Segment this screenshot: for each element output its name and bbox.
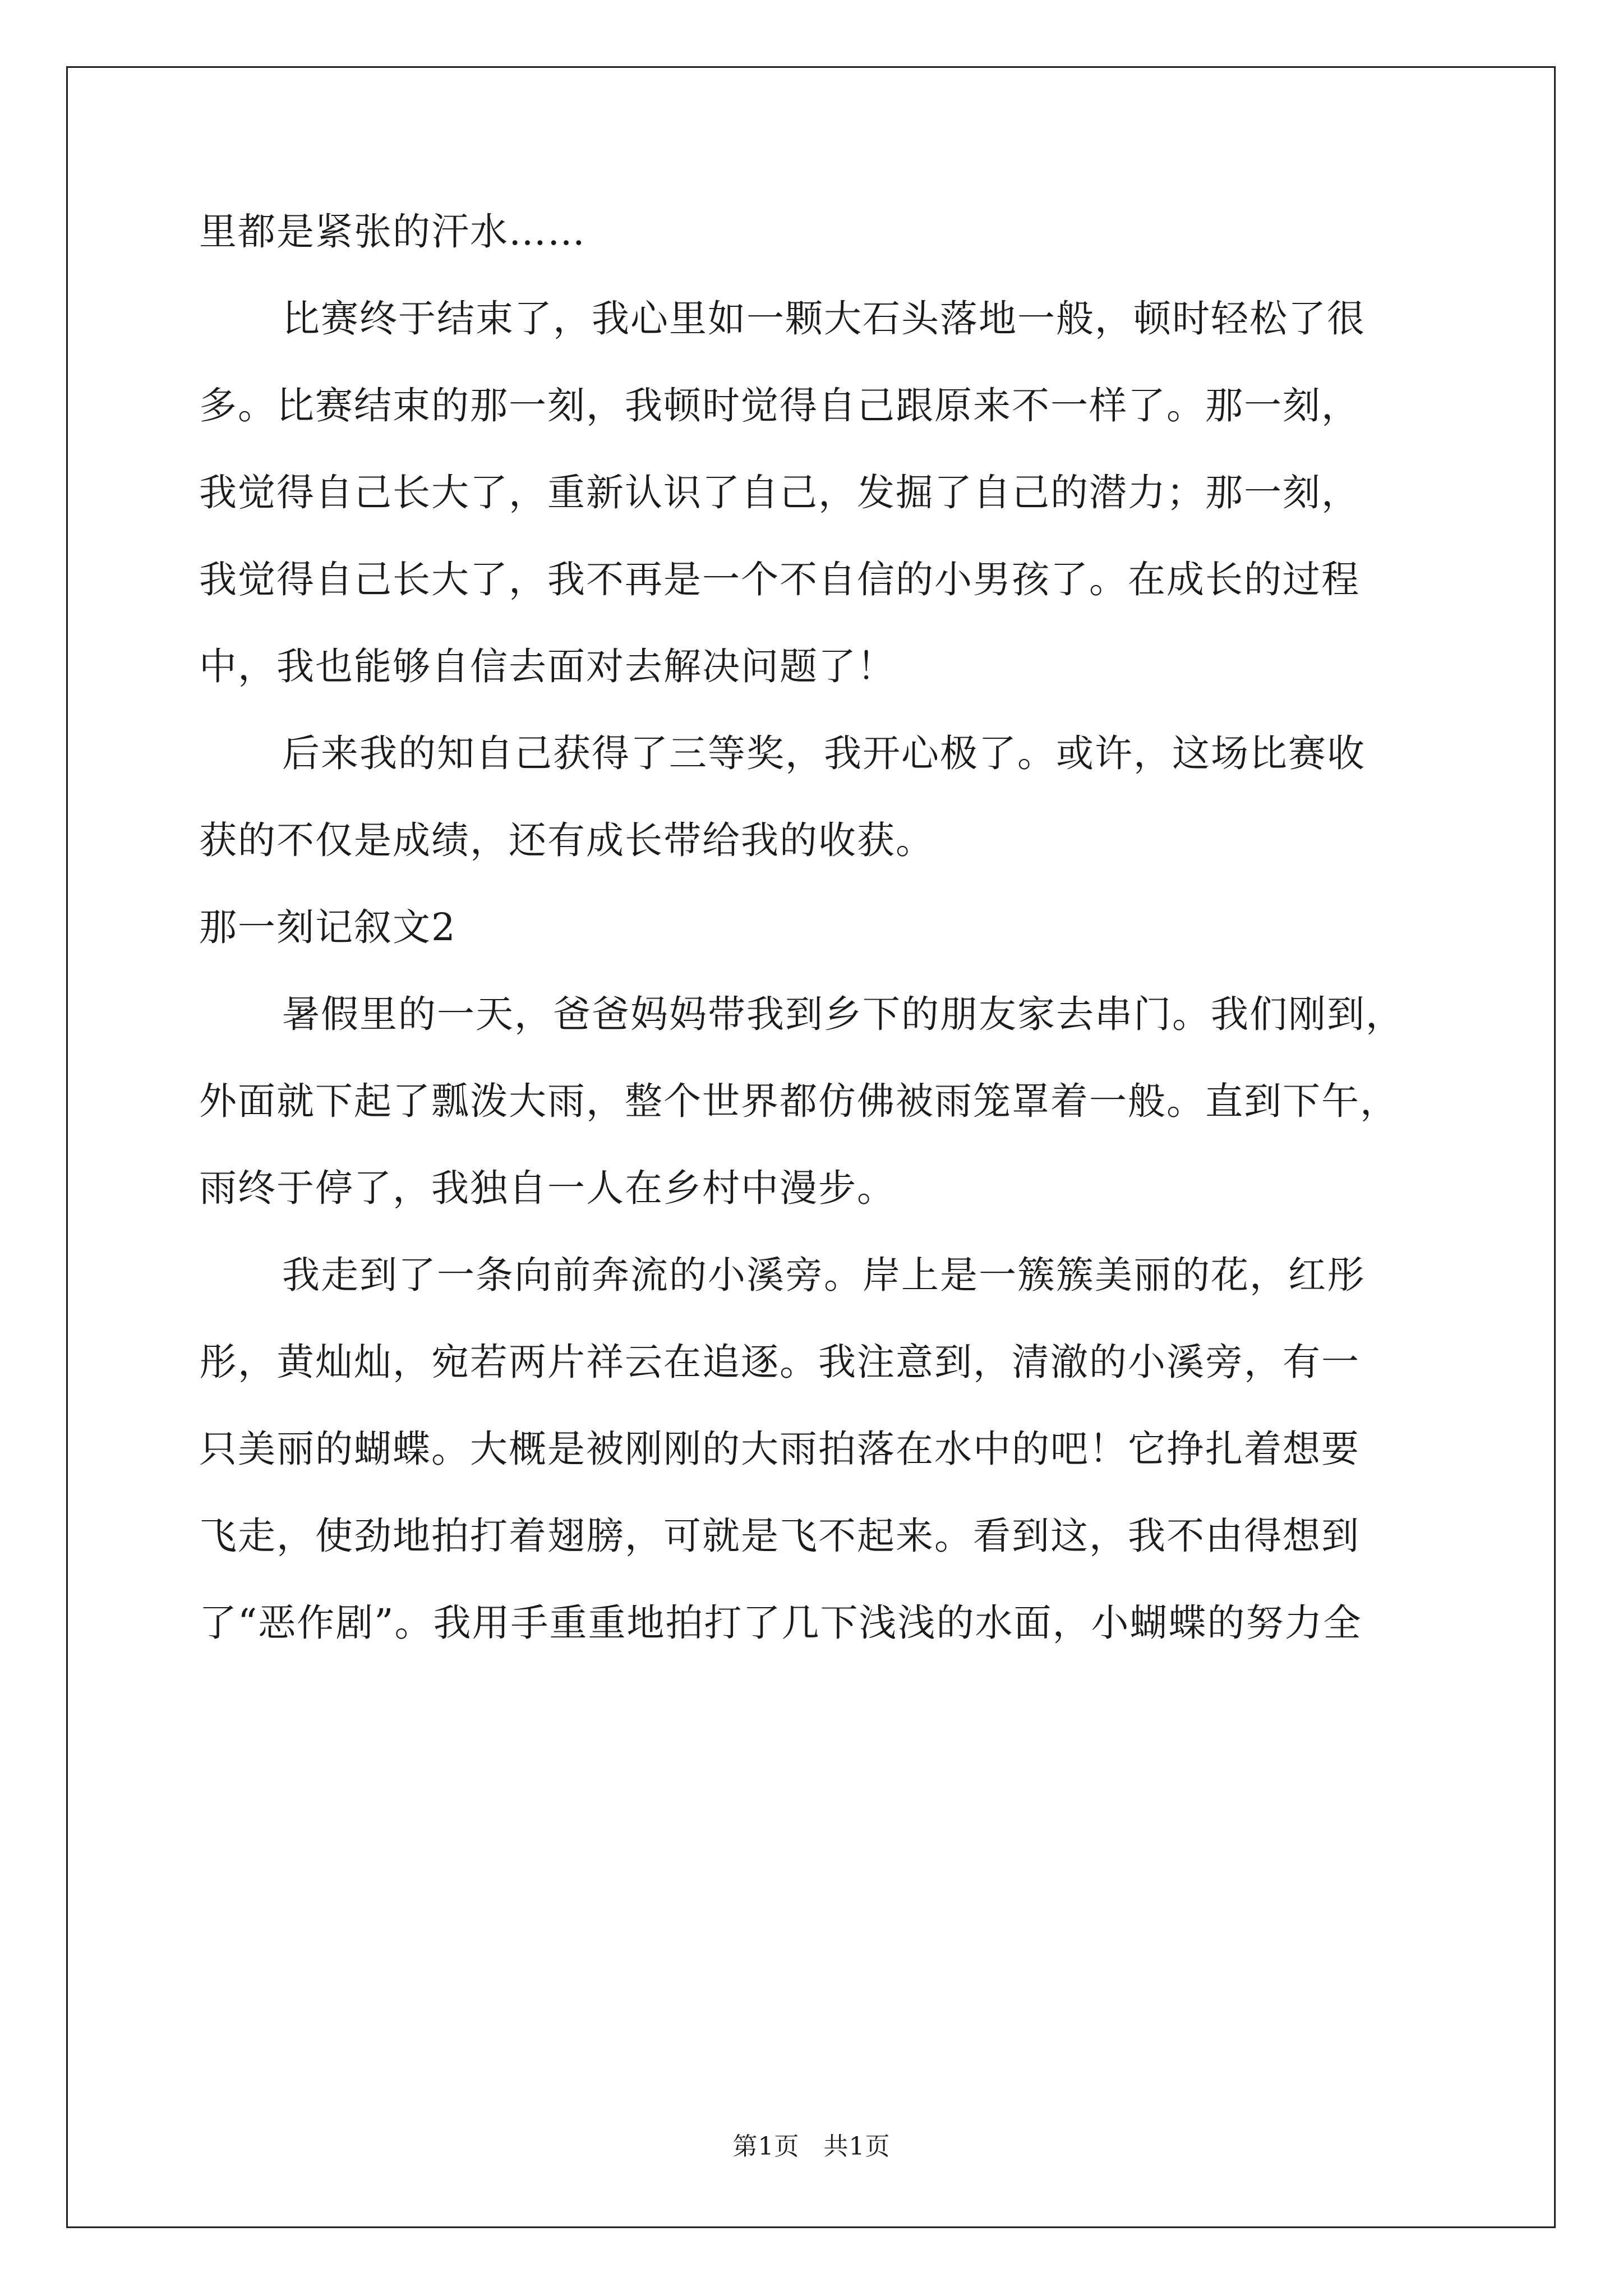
paragraph-start-line: 比赛终于结束了，我心里如一颗大石头落地一般，顿时轻松了很 <box>282 297 1366 341</box>
paragraph-start-line: 暑假里的一天，爸爸妈妈带我到乡下的朋友家去串门。我们刚到， <box>282 992 1404 1036</box>
text-line: 彤，黄灿灿，宛若两片祥云在追逐。我注意到，清澈的小溪旁，有一 <box>199 1340 1360 1384</box>
text-line: 多。比赛结束的那一刻，我顿时觉得自己跟原来不一样了。那一刻， <box>199 384 1360 427</box>
text-line: 飞走，使劲地拍打着翅膀，可就是飞不起来。看到这，我不由得想到 <box>199 1514 1360 1558</box>
text-line: 只美丽的蝴蝶。大概是被刚刚的大雨拍落在水中的吧！它挣扎着想要 <box>199 1427 1360 1471</box>
text-line: 了“恶作剧”。我用手重重地拍打了几下浅浅的水面，小蝴蝶的努力全 <box>199 1601 1362 1645</box>
text-line: 中，我也能够自信去面对去解决问题了！ <box>199 645 896 688</box>
text-line: 雨终于停了，我独自一人在乡村中漫步。 <box>199 1166 896 1210</box>
page-number: 第1页 <box>732 2132 800 2161</box>
paragraph-start-line: 后来我的知自己获得了三等奖，我开心极了。或许，这场比赛收 <box>282 731 1366 775</box>
text-line: 获的不仅是成绩，还有成长带给我的收获。 <box>199 818 934 862</box>
paragraph-start-line: 我走到了一条向前奔流的小溪旁。岸上是一簇簇美丽的花，红彤 <box>282 1253 1366 1297</box>
text-line: 里都是紧张的汗水…… <box>199 210 586 254</box>
text-line: 外面就下起了瓢泼大雨，整个世界都仿佛被雨笼罩着一般。直到下午， <box>199 1079 1399 1123</box>
page-total: 共1页 <box>823 2132 891 2161</box>
text-line: 我觉得自己长大了，我不再是一个不自信的小男孩了。在成长的过程 <box>199 558 1360 601</box>
document-body <box>199 210 1433 1691</box>
section-heading: 那一刻记叙文2 <box>199 905 457 949</box>
page-footer <box>0 2133 1623 2161</box>
text-line: 我觉得自己长大了，重新认识了自己，发掘了自己的潜力；那一刻， <box>199 471 1360 514</box>
